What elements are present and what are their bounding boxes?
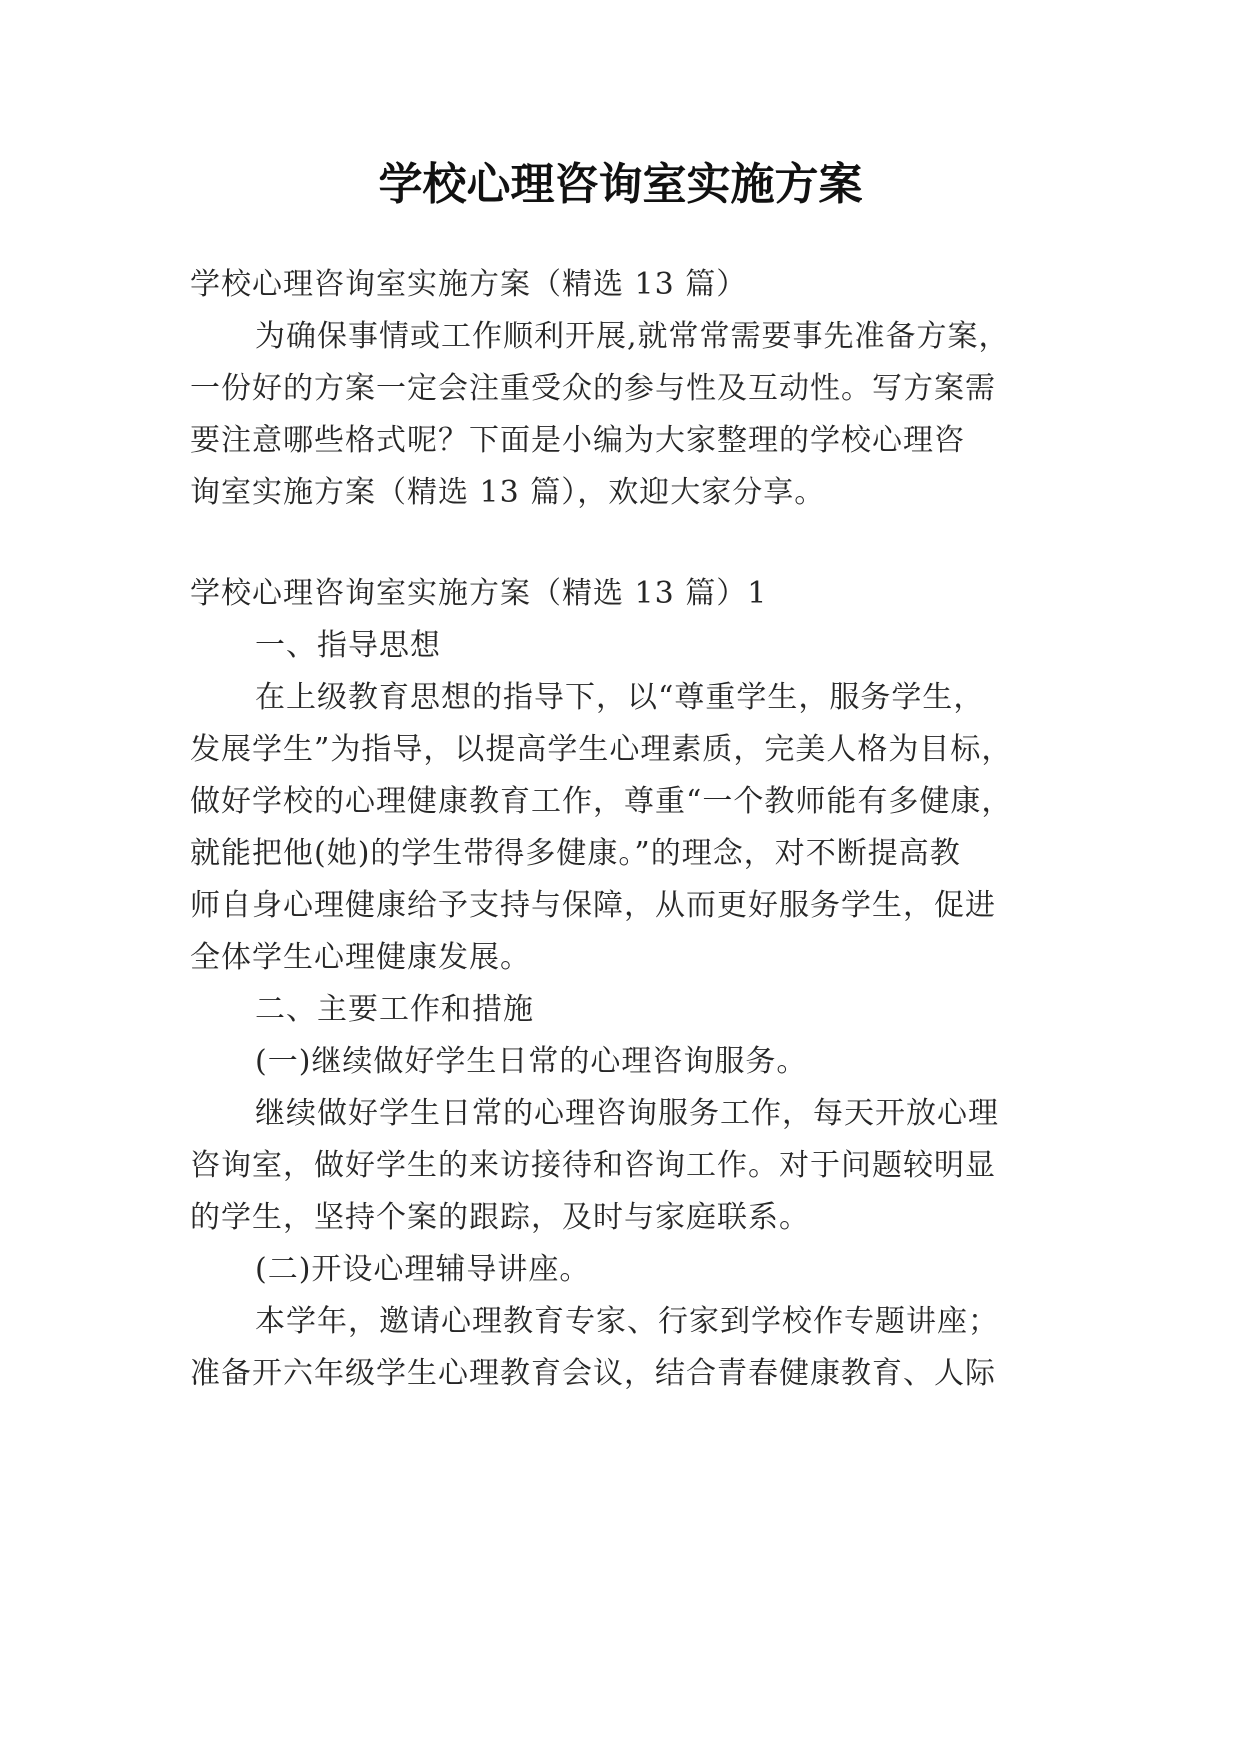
- body-line: 继续做好学生日常的心理咨询服务工作，每天开放心理: [255, 1096, 999, 1131]
- intro-line-1: 为确保事情或工作顺利开展,就常常需要事先准备方案，: [255, 319, 1010, 354]
- body-line: 发展学生”为指导，以提高学生心理素质，完美人格为目标，: [190, 732, 1013, 767]
- subheading-lectures: (二)开设心理辅导讲座。: [255, 1252, 591, 1287]
- body-line: 咨询室，做好学生的来访接待和咨询工作。对于问题较明显: [190, 1148, 996, 1183]
- body-line: 就能把他(她)的学生带得多健康。”的理念，对不断提高教: [190, 836, 961, 871]
- document-title: 学校心理咨询室实施方案: [378, 159, 863, 210]
- intro-line-4: 询室实施方案（精选 13 篇），欢迎大家分享。: [190, 475, 826, 510]
- intro-line-2: 一份好的方案一定会注重受众的参与性及互动性。写方案需: [190, 371, 996, 406]
- section-heading-1: 学校心理咨询室实施方案（精选 13 篇）1: [190, 576, 768, 611]
- body-line: 的学生，坚持个案的跟踪，及时与家庭联系。: [190, 1200, 810, 1235]
- heading-main-work: 二、主要工作和措施: [255, 992, 534, 1027]
- heading-guiding-ideas: 一、指导思想: [255, 628, 441, 663]
- body-line: 准备开六年级学生心理教育会议，结合青春健康教育、人际: [190, 1356, 996, 1391]
- body-line: 在上级教育思想的指导下，以“尊重学生，服务学生，: [255, 680, 985, 715]
- subtitle-line: 学校心理咨询室实施方案（精选 13 篇）: [190, 267, 748, 302]
- body-line: 做好学校的心理健康教育工作，尊重“一个教师能有多健康，: [190, 784, 1013, 819]
- body-line: 全体学生心理健康发展。: [190, 940, 531, 975]
- body-line: 师自身心理健康给予支持与保障，从而更好服务学生，促进: [190, 888, 996, 923]
- intro-line-3: 要注意哪些格式呢？下面是小编为大家整理的学校心理咨: [190, 423, 965, 458]
- body-line: 本学年，邀请心理教育专家、行家到学校作专题讲座；: [255, 1304, 999, 1339]
- subheading-counseling-service: (一)继续做好学生日常的心理咨询服务。: [255, 1044, 808, 1079]
